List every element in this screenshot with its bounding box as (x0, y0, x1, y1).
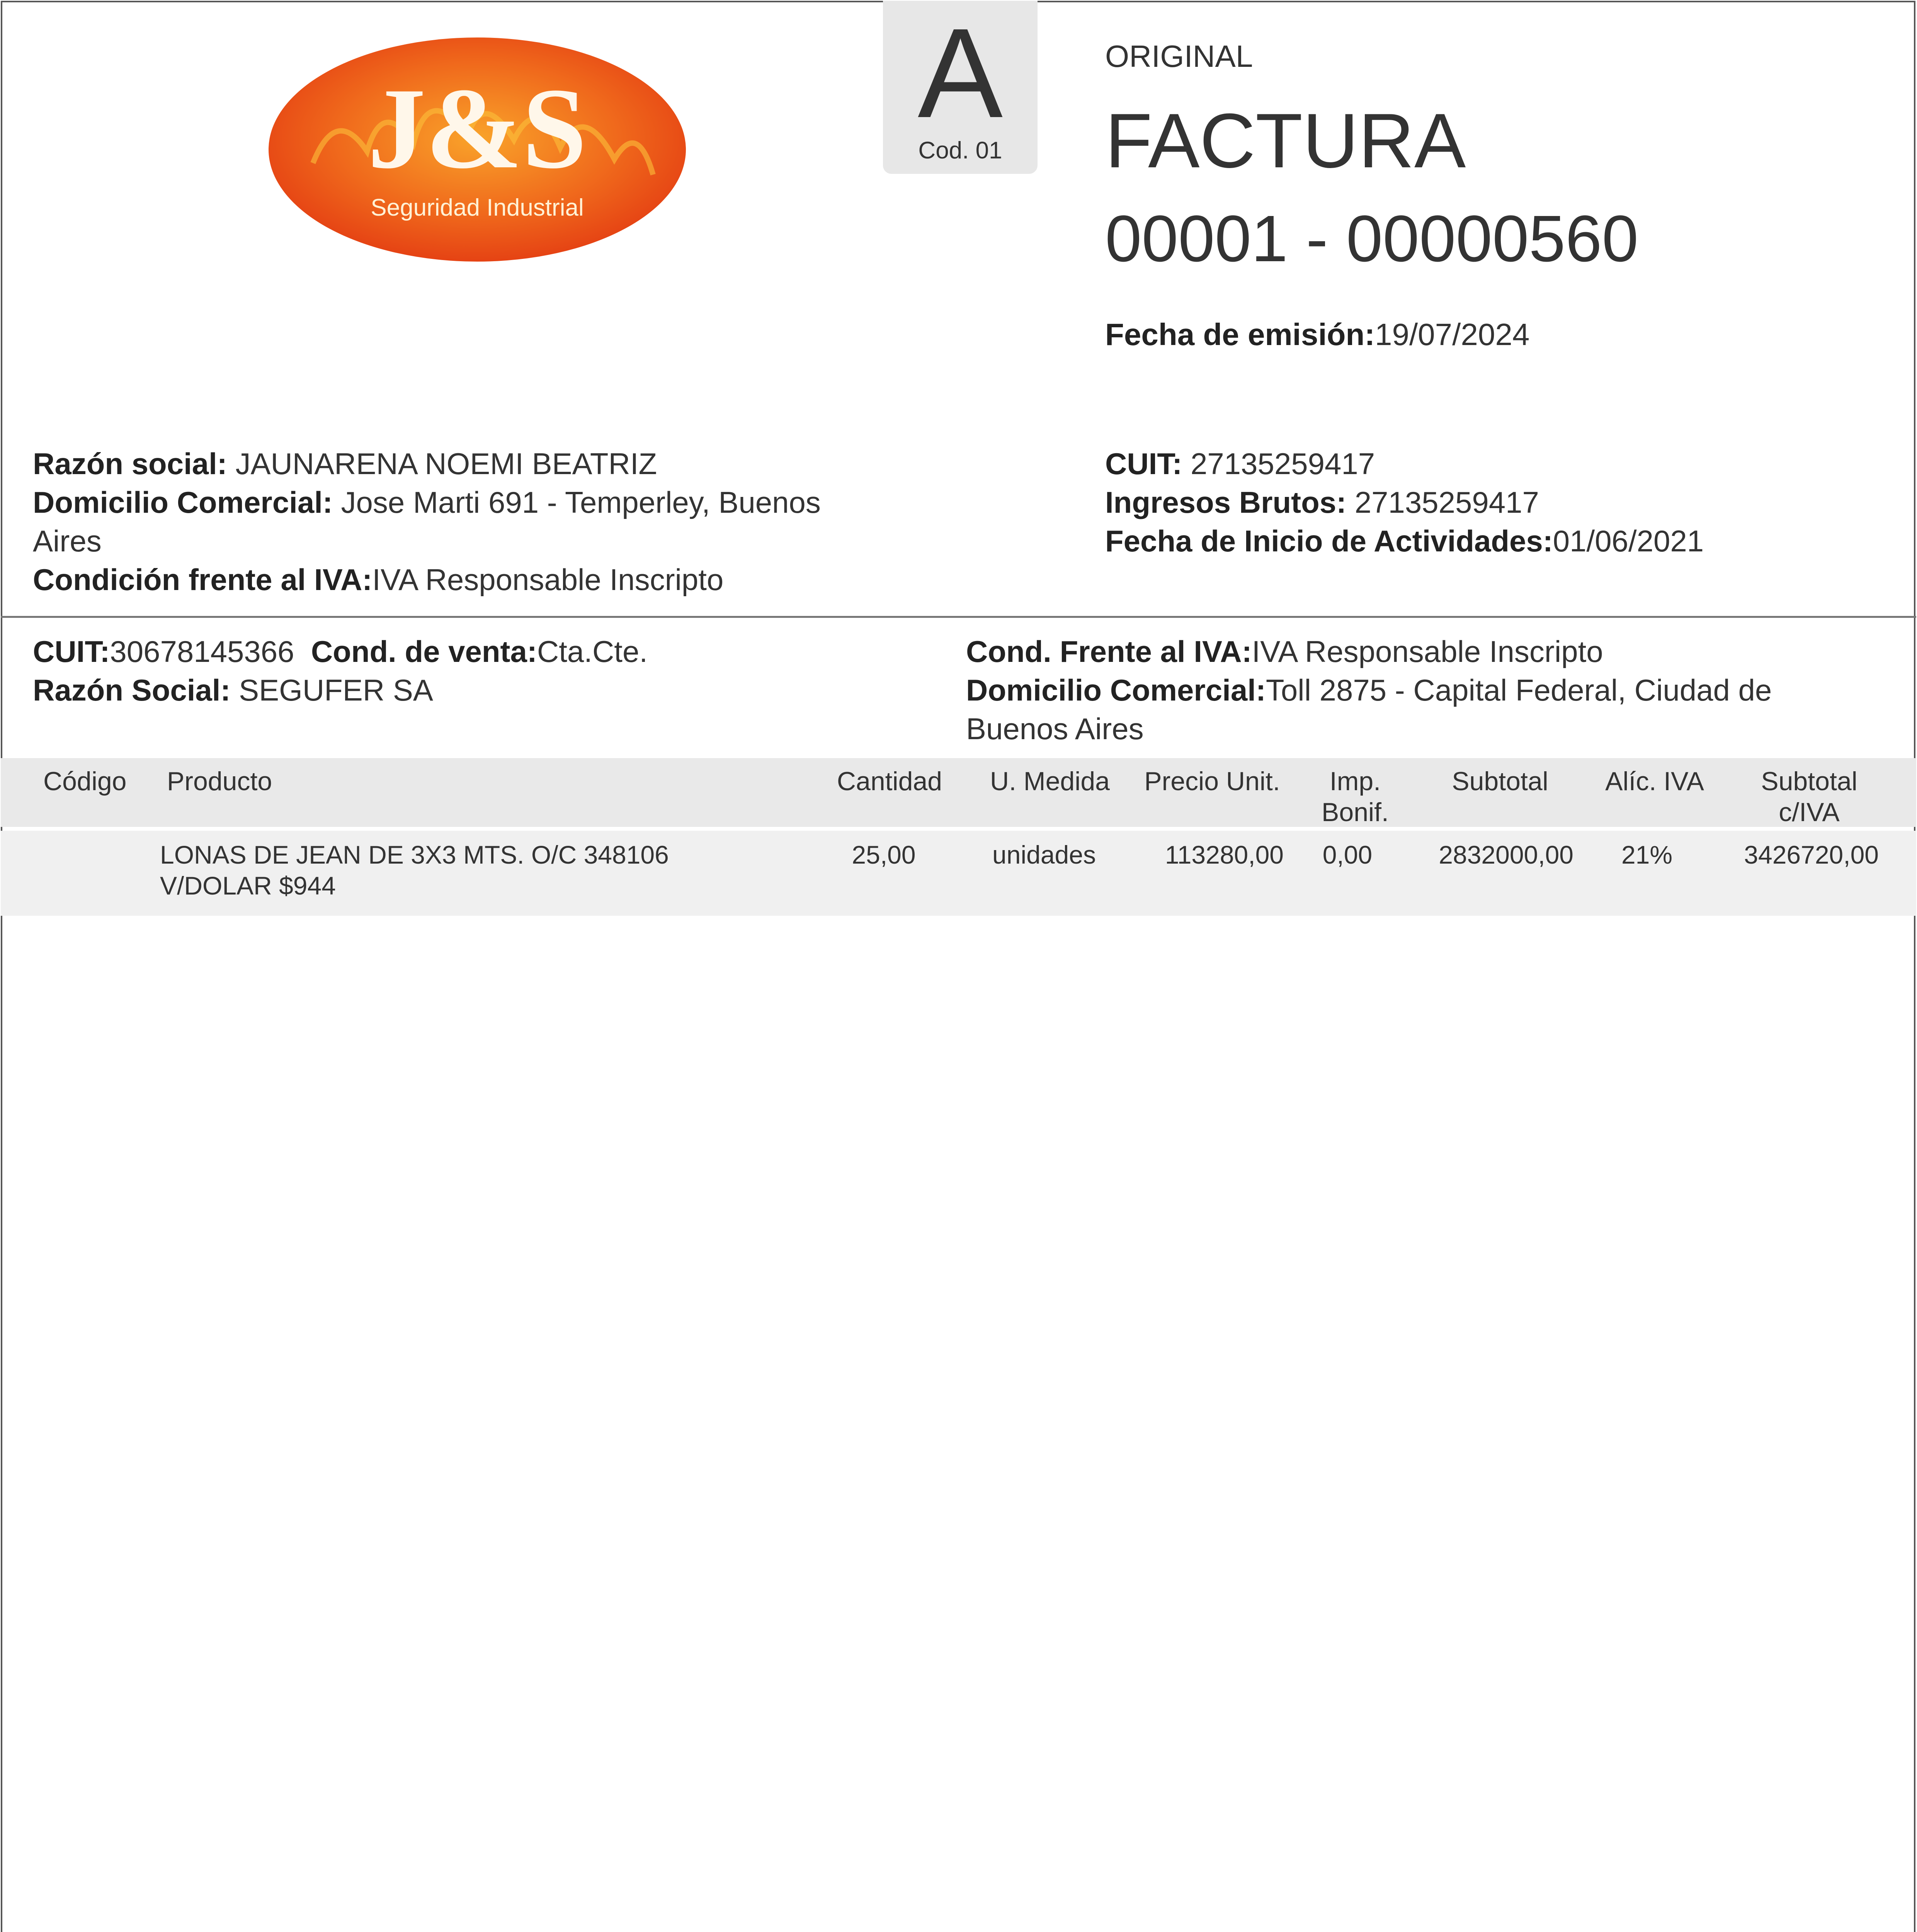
client-right (966, 632, 1893, 748)
issuer-inicio-value: 01/06/2021 (1553, 524, 1704, 558)
issuer-domicilio-line1: Jose Marti 691 - Temperley, Buenos (341, 485, 821, 519)
logo-subtext: Seguridad Industrial (371, 194, 584, 221)
invoice-letter-box (883, 1, 1038, 174)
issue-date-label: Fecha de emisión: (1105, 317, 1375, 352)
issuer-iva-value: IVA Responsable Inscripto (372, 563, 724, 597)
issuer-razon-label: Razón social: (33, 447, 227, 481)
invoice-letter: A (917, 2, 1003, 144)
client-cuit-label: CUIT: (33, 634, 110, 668)
issuer-cuit-label: CUIT: (1105, 447, 1182, 481)
col-subtotal-iva-line2: c/IVA (1779, 798, 1840, 827)
issue-date-value: 19/07/2024 (1374, 317, 1530, 352)
client-venta-value: Cta.Cte. (537, 634, 648, 668)
issuer-razon-value: JAUNARENA NOEMI BEATRIZ (235, 447, 657, 481)
client-iva-label: Cond. Frente al IVA: (966, 634, 1252, 668)
client-domicilio-line1: Toll 2875 - Capital Federal, Ciudad de (1266, 673, 1772, 707)
issuer-iibb-value: 27135259417 (1354, 485, 1539, 519)
logo-text: J&S (367, 64, 587, 192)
issue-date (1105, 317, 1529, 352)
issuer-domicilio (33, 483, 960, 522)
col-subtotal-iva (1732, 766, 1886, 828)
copy-label: ORIGINAL (1105, 39, 1253, 73)
col-bonif-line1: Imp. (1329, 767, 1381, 796)
invoice-frame (1, 1, 1915, 1932)
col-medida: U. Medida (990, 767, 1110, 796)
client-left (33, 632, 960, 709)
row-producto-line2: V/DOLAR $944 (160, 871, 336, 900)
issuer-iva-label: Condición frente al IVA: (33, 563, 373, 597)
client-iva-value: IVA Responsable Inscripto (1252, 634, 1603, 668)
document-type: FACTURA (1105, 98, 1466, 184)
issuer-domicilio-label: Domicilio Comercial: (33, 485, 333, 519)
client-cuit-value: 30678145366 (110, 634, 294, 668)
col-bonif-line2: Bonif. (1322, 798, 1389, 827)
issuer-razon (33, 444, 960, 483)
row-producto (160, 839, 817, 901)
divider-header (1, 616, 1916, 618)
row-bonif: 0,00 (1322, 840, 1373, 869)
row-producto-line1: LONAS DE JEAN DE 3X3 MTS. O/C 348106 (160, 840, 669, 869)
issuer-inicio (1105, 522, 1878, 560)
issuer-domicilio-line2: Aires (33, 524, 102, 558)
client-domicilio-line2: Buenos Aires (966, 712, 1144, 746)
row-cantidad: 25,00 (852, 840, 916, 869)
issuer-iibb (1105, 483, 1878, 522)
col-producto: Producto (167, 767, 272, 796)
table-header (1, 758, 1916, 827)
table-row (1, 831, 1916, 916)
invoice-code: Cod. 01 (918, 137, 1002, 164)
issuer-cuit-value: 27135259417 (1190, 447, 1375, 481)
client-iva (966, 632, 1893, 671)
col-subtotal: Subtotal (1452, 767, 1548, 796)
issuer-right (1105, 444, 1878, 560)
row-alic: 21% (1621, 840, 1673, 869)
col-bonif (1307, 766, 1403, 828)
client-razon-value: SEGUFER SA (239, 673, 433, 707)
client-cuit-venta (33, 632, 960, 671)
col-precio: Precio Unit. (1144, 767, 1280, 796)
row-precio: 113280,00 (1165, 840, 1284, 869)
client-razon-label: Razón Social: (33, 673, 231, 707)
company-logo (267, 36, 688, 264)
col-cantidad: Cantidad (837, 767, 942, 796)
client-razon (33, 671, 960, 709)
client-domicilio (966, 671, 1893, 709)
invoice-number: 00001 - 00000560 (1105, 202, 1639, 276)
row-subtotal-iva: 3426720,00 (1744, 840, 1879, 869)
issuer-inicio-label: Fecha de Inicio de Actividades: (1105, 524, 1553, 558)
col-alic: Alíc. IVA (1605, 767, 1704, 796)
col-subtotal-iva-line1: Subtotal (1761, 767, 1857, 796)
row-subtotal: 2832000,00 (1439, 840, 1573, 869)
row-medida: unidades (992, 840, 1096, 869)
issuer-iibb-label: Ingresos Brutos: (1105, 485, 1347, 519)
issuer-iva (33, 560, 960, 599)
col-codigo: Código (43, 767, 127, 796)
issuer-left (33, 444, 960, 599)
client-domicilio-label: Domicilio Comercial: (966, 673, 1266, 707)
client-venta-label: Cond. de venta: (311, 634, 537, 668)
issuer-cuit (1105, 444, 1878, 483)
